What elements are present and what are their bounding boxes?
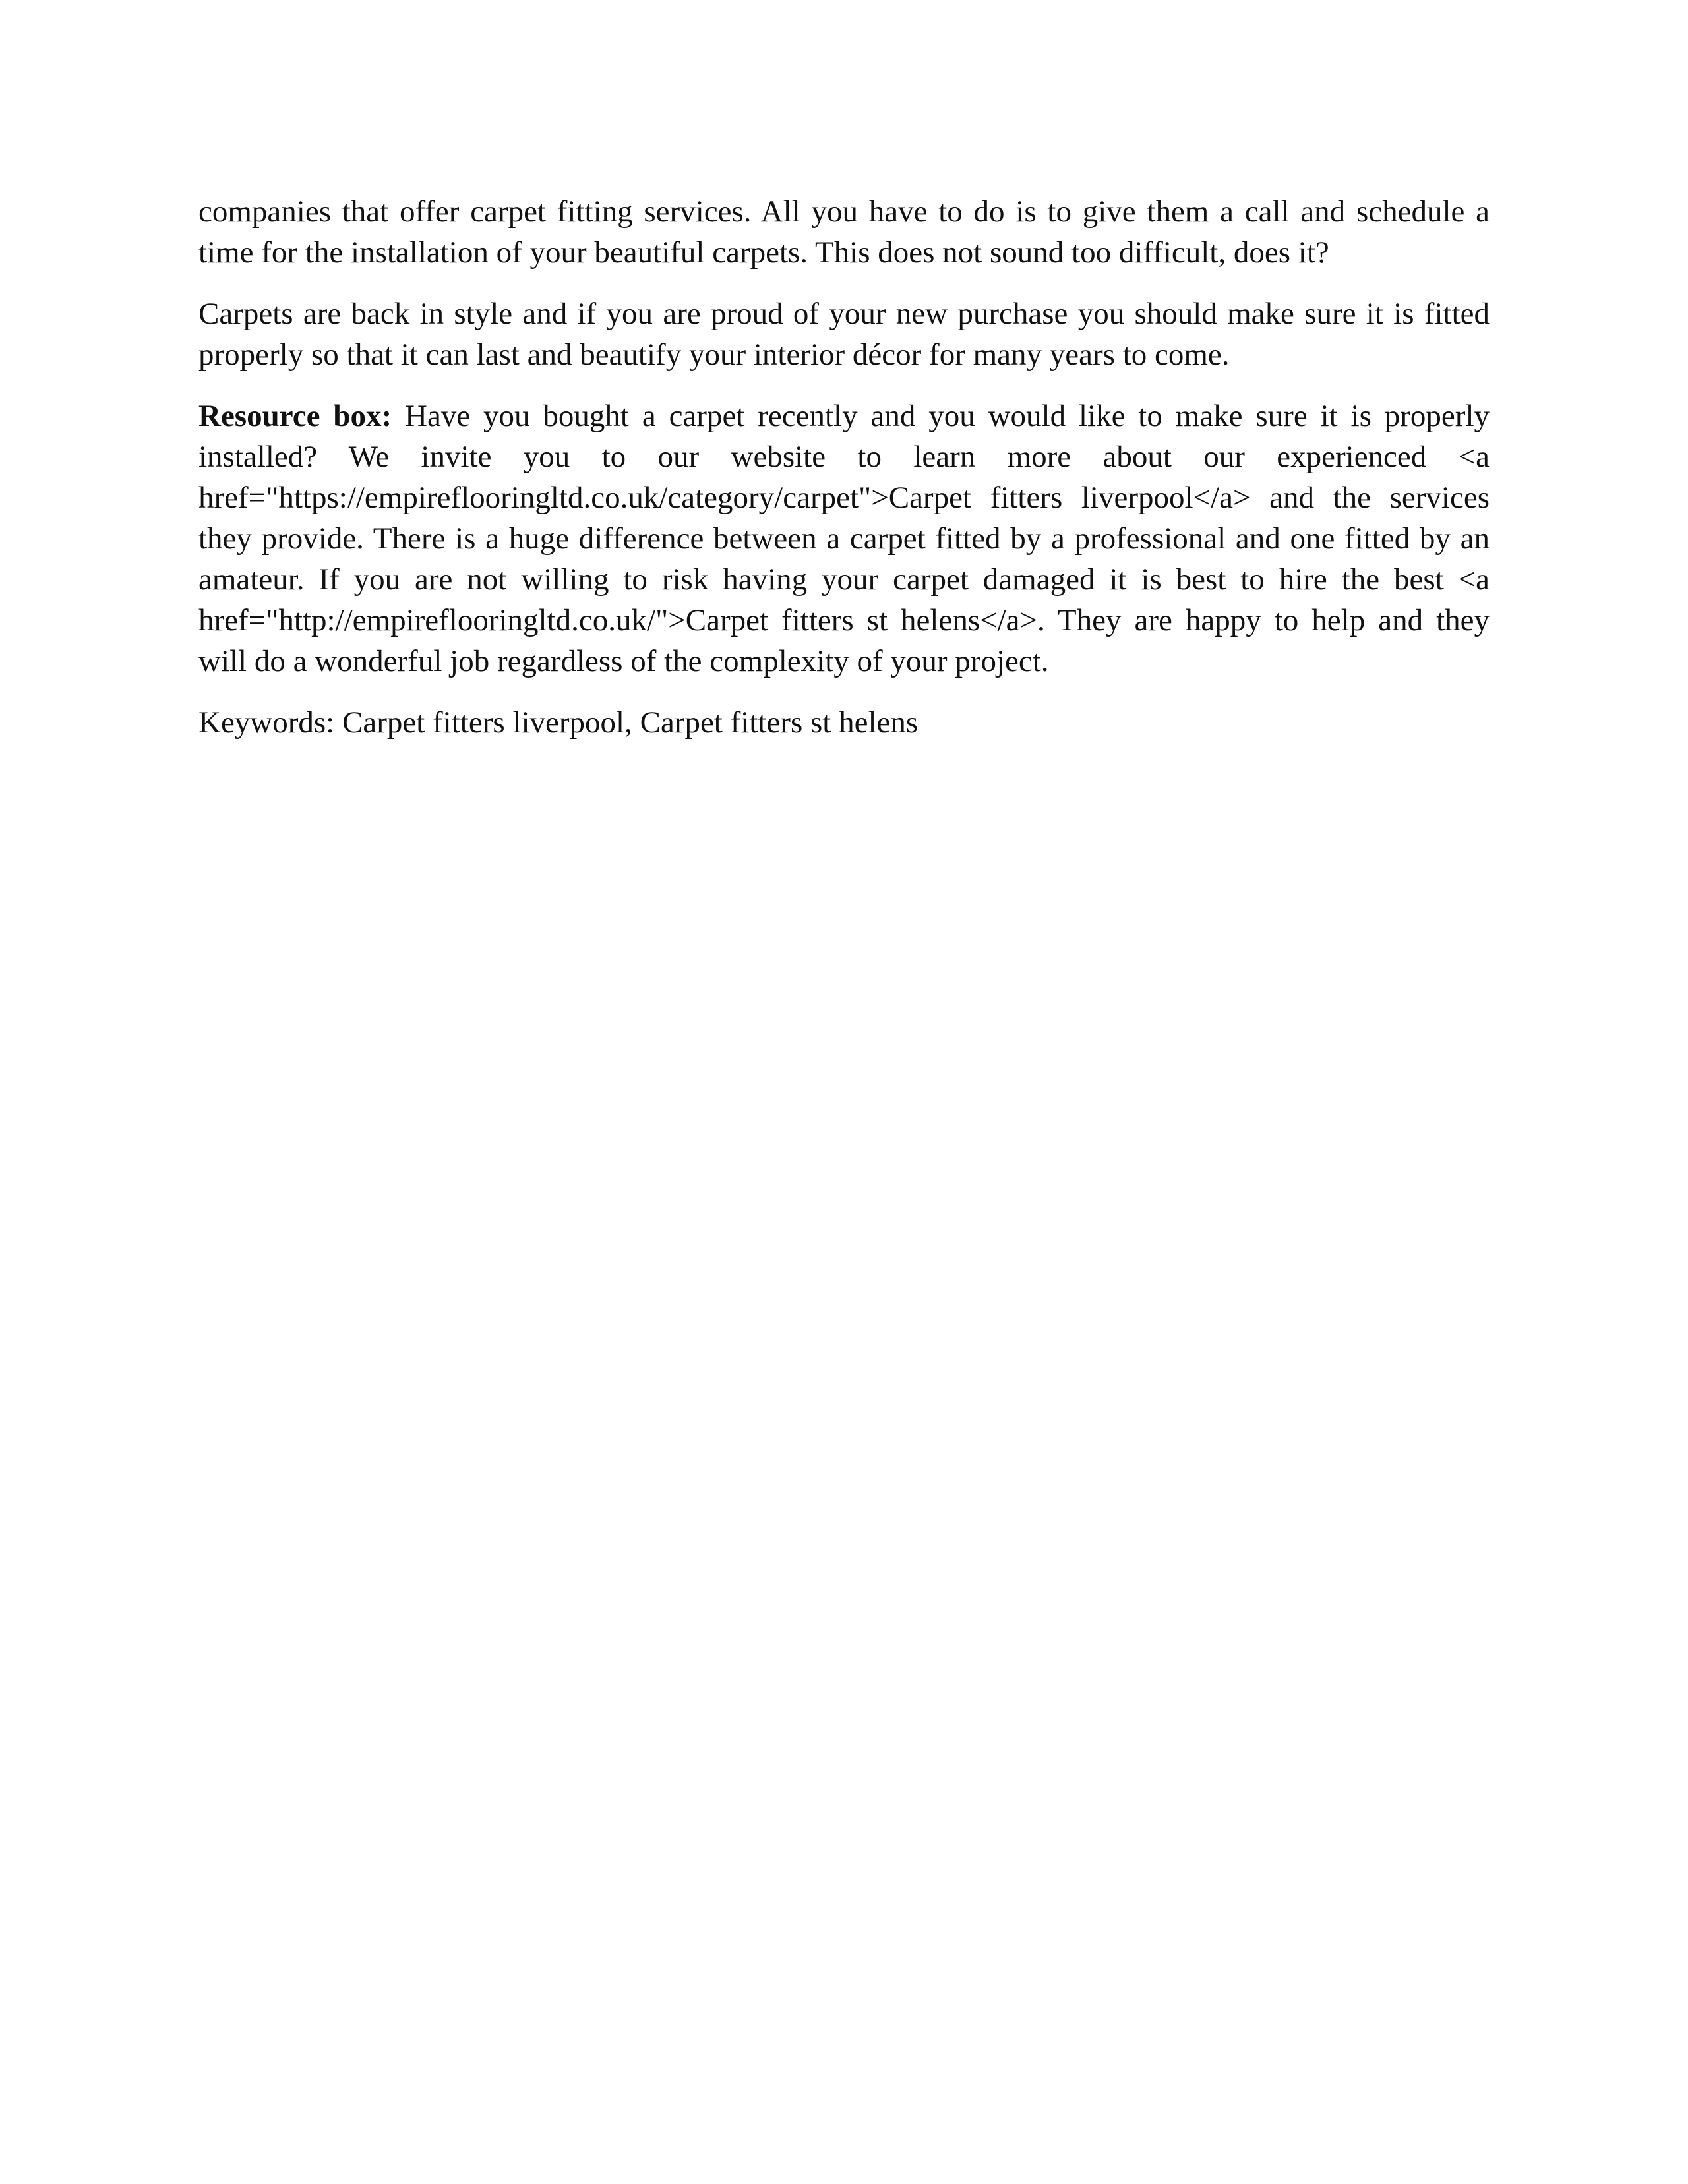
resource-box-label: Resource box: <box>198 399 392 433</box>
paragraph-keywords: Keywords: Carpet fitters liverpool, Carpet fitters st helens <box>198 705 919 740</box>
paragraph-resource-box <box>198 396 1490 682</box>
paragraph-carpet-fitting-services: companies that offer carpet fitting services. All you have to do is to give them a call and schedule a time for the installation of your beautiful carpets. This does not sound too difficult, does it? <box>198 194 1490 270</box>
paragraph-carpets-back-in-style: Carpets are back in style and if you are proud of your new purchase you should make sure it is fitted properly so that it can last and beautify your interior décor for many years to come. <box>198 297 1490 372</box>
resource-box-text: Have you bought a carpet recently and you would like to make sure it is properly installed? We invite you to our website to learn more about our experienced <a href="https://empireflooringltd.co.uk/category/carpet">Carpet fitters liverpool</a> and the services they provide. There is a huge difference between a carpet fitted by a professional and one fitted by an amateur. If you are not willing to risk having your carpet damaged it is best to hire the best <a href="http://empireflooringltd.co.uk/">Carpet fitters st helens</a>. They are happy to help and they will do a wonderful job regardless of the complexity of your project. <box>198 399 1490 678</box>
document-body <box>198 191 1490 763</box>
